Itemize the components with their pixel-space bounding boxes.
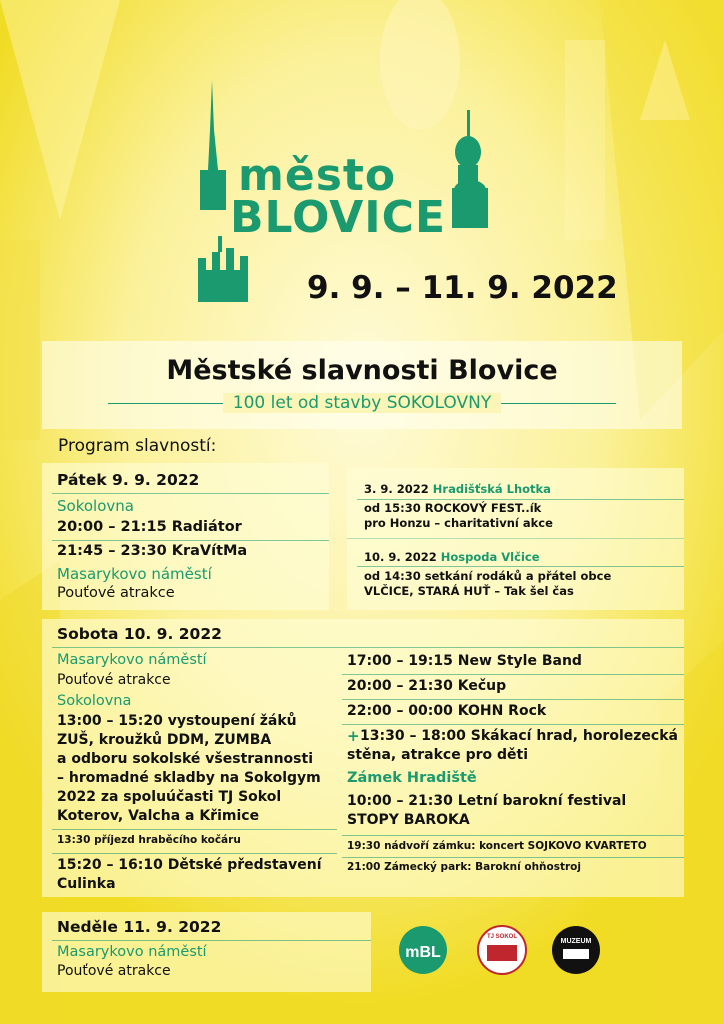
friday-line-2: 21:45 – 23:30 KraVítMa (57, 543, 248, 559)
saturday-right-line-1: 17:00 – 19:15 New Style Band (347, 653, 582, 669)
saturday-left-rule-2 (52, 853, 337, 854)
friday-line-3: Pouťové atrakce (57, 585, 175, 601)
saturday-right-line-5b: STOPY BAROKA (347, 812, 470, 828)
saturday-left-small: 13:30 příjezd hraběcího kočáru (57, 834, 241, 846)
program-label: Program slavností: (58, 436, 217, 456)
saturday-left-block-3: a odboru sokolské všestrannosti (57, 751, 313, 767)
saturday-right-small-1: 19:30 nádvoří zámku: koncert SOJKOVO KVARTETO (347, 840, 647, 852)
title-box (42, 341, 682, 429)
sokol-logo-text: TJ SOKOL (486, 934, 518, 940)
side-event-2-rule (357, 566, 684, 567)
sunday-card (42, 912, 371, 992)
friday-line-1: 20:00 – 21:15 Radiátor (57, 519, 242, 535)
saturday-left-block-1: 13:00 – 15:20 vystoupení žáků (57, 713, 297, 729)
festival-dates: 9. 9. – 11. 9. 2022 (307, 270, 618, 306)
saturday-left-rule-1 (52, 829, 337, 830)
side-event-2-header (364, 550, 540, 564)
side-event-2-place: Hospoda Vlčice (440, 550, 540, 564)
saturday-left-block-4: – hromadné skladby na Sokolgym (57, 770, 321, 786)
muzeum-logo (551, 925, 601, 975)
sunday-line: Pouťové atrakce (57, 963, 171, 979)
saturday-right-rule-3 (342, 724, 684, 725)
side-event-1-line-2: pro Honzu – charitativní akce (364, 516, 553, 530)
saturday-right-line-2: 20:00 – 21:30 Kečup (347, 678, 507, 694)
side-events-divider (347, 538, 684, 539)
side-event-1-rule (357, 499, 684, 500)
sunday-header: Neděle 11. 9. 2022 (57, 918, 222, 936)
page-title: Městské slavnosti Blovice (166, 355, 558, 386)
saturday-header: Sobota 10. 9. 2022 (57, 625, 222, 643)
mb-logo-text: mBL (405, 944, 441, 961)
friday-card (42, 463, 329, 610)
friday-rule (52, 493, 329, 494)
sunday-rule (52, 940, 371, 941)
subtitle (42, 393, 682, 413)
friday-venue-sokolovna: Sokolovna (57, 497, 134, 515)
subtitle-text: 100 let od stavby SOKOLOVNY (223, 393, 501, 413)
plus-icon: + (347, 727, 360, 745)
side-event-2-line-2: VLČICE, STARÁ HUŤ – Tak šel čas (364, 584, 574, 598)
saturday-right-line-4a: 13:30 – 18:00 Skákací hrad, horolezecká (360, 728, 678, 744)
saturday-right-line-3: 22:00 – 00:00 KOHN Rock (347, 703, 547, 719)
side-event-1-place: Hradišťská Lhotka (432, 482, 551, 496)
side-event-2-date: 10. 9. 2022 (364, 550, 437, 564)
tj-sokol-logo (477, 925, 527, 975)
saturday-card (42, 619, 684, 897)
side-events-card (347, 468, 684, 610)
saturday-right-line-5a: 10:00 – 21:30 Letní barokní festival (347, 793, 627, 809)
saturday-rule (52, 647, 684, 648)
saturday-right-rule-2 (342, 699, 684, 700)
saturday-left-line-1: Pouťové atrakce (57, 672, 171, 688)
logo-word-mesto: město (238, 150, 397, 201)
mesto-blovice-logo (398, 925, 448, 975)
saturday-right-rule-1 (342, 674, 684, 675)
saturday-venue-sokolovna: Sokolovna (57, 693, 132, 709)
side-event-1-date: 3. 9. 2022 (364, 482, 429, 496)
saturday-venue-zamek: Zámek Hradiště (347, 770, 477, 786)
muzeum-logo-text: MUZEUM (560, 938, 592, 945)
saturday-kids-line-2: Culinka (57, 876, 116, 892)
saturday-venue-namesti: Masarykovo náměstí (57, 652, 207, 668)
side-event-1-header (364, 482, 551, 496)
saturday-left-block-5: 2022 za spoluúčasti TJ Sokol (57, 789, 282, 805)
friday-rule-2 (52, 540, 329, 541)
saturday-left-block-2: ZUŠ, kroužků DDM, ZUMBA (57, 732, 272, 748)
sunday-venue: Masarykovo náměstí (57, 944, 207, 960)
saturday-right-small-2: 21:00 Zámecký park: Barokní ohňostroj (347, 861, 581, 873)
saturday-left-block-6: Koterov, Valcha a Křimice (57, 808, 260, 824)
saturday-right-line-4b: stěna, atrakce pro děti (347, 747, 529, 763)
saturday-kids-line-1: 15:20 – 16:10 Dětské představení (57, 857, 322, 873)
logo-word-blovice: BLOVICE (230, 192, 446, 243)
side-event-1-line-1: od 15:30 ROCKOVÝ FEST..ík (364, 501, 542, 515)
friday-header: Pátek 9. 9. 2022 (57, 471, 200, 489)
saturday-right-rule-5 (342, 857, 684, 858)
side-event-2-line-1: od 14:30 setkání rodáků a přátel obce (364, 569, 612, 583)
saturday-right-rule-4 (342, 835, 684, 836)
friday-venue-namesti: Masarykovo náměstí (57, 565, 212, 583)
